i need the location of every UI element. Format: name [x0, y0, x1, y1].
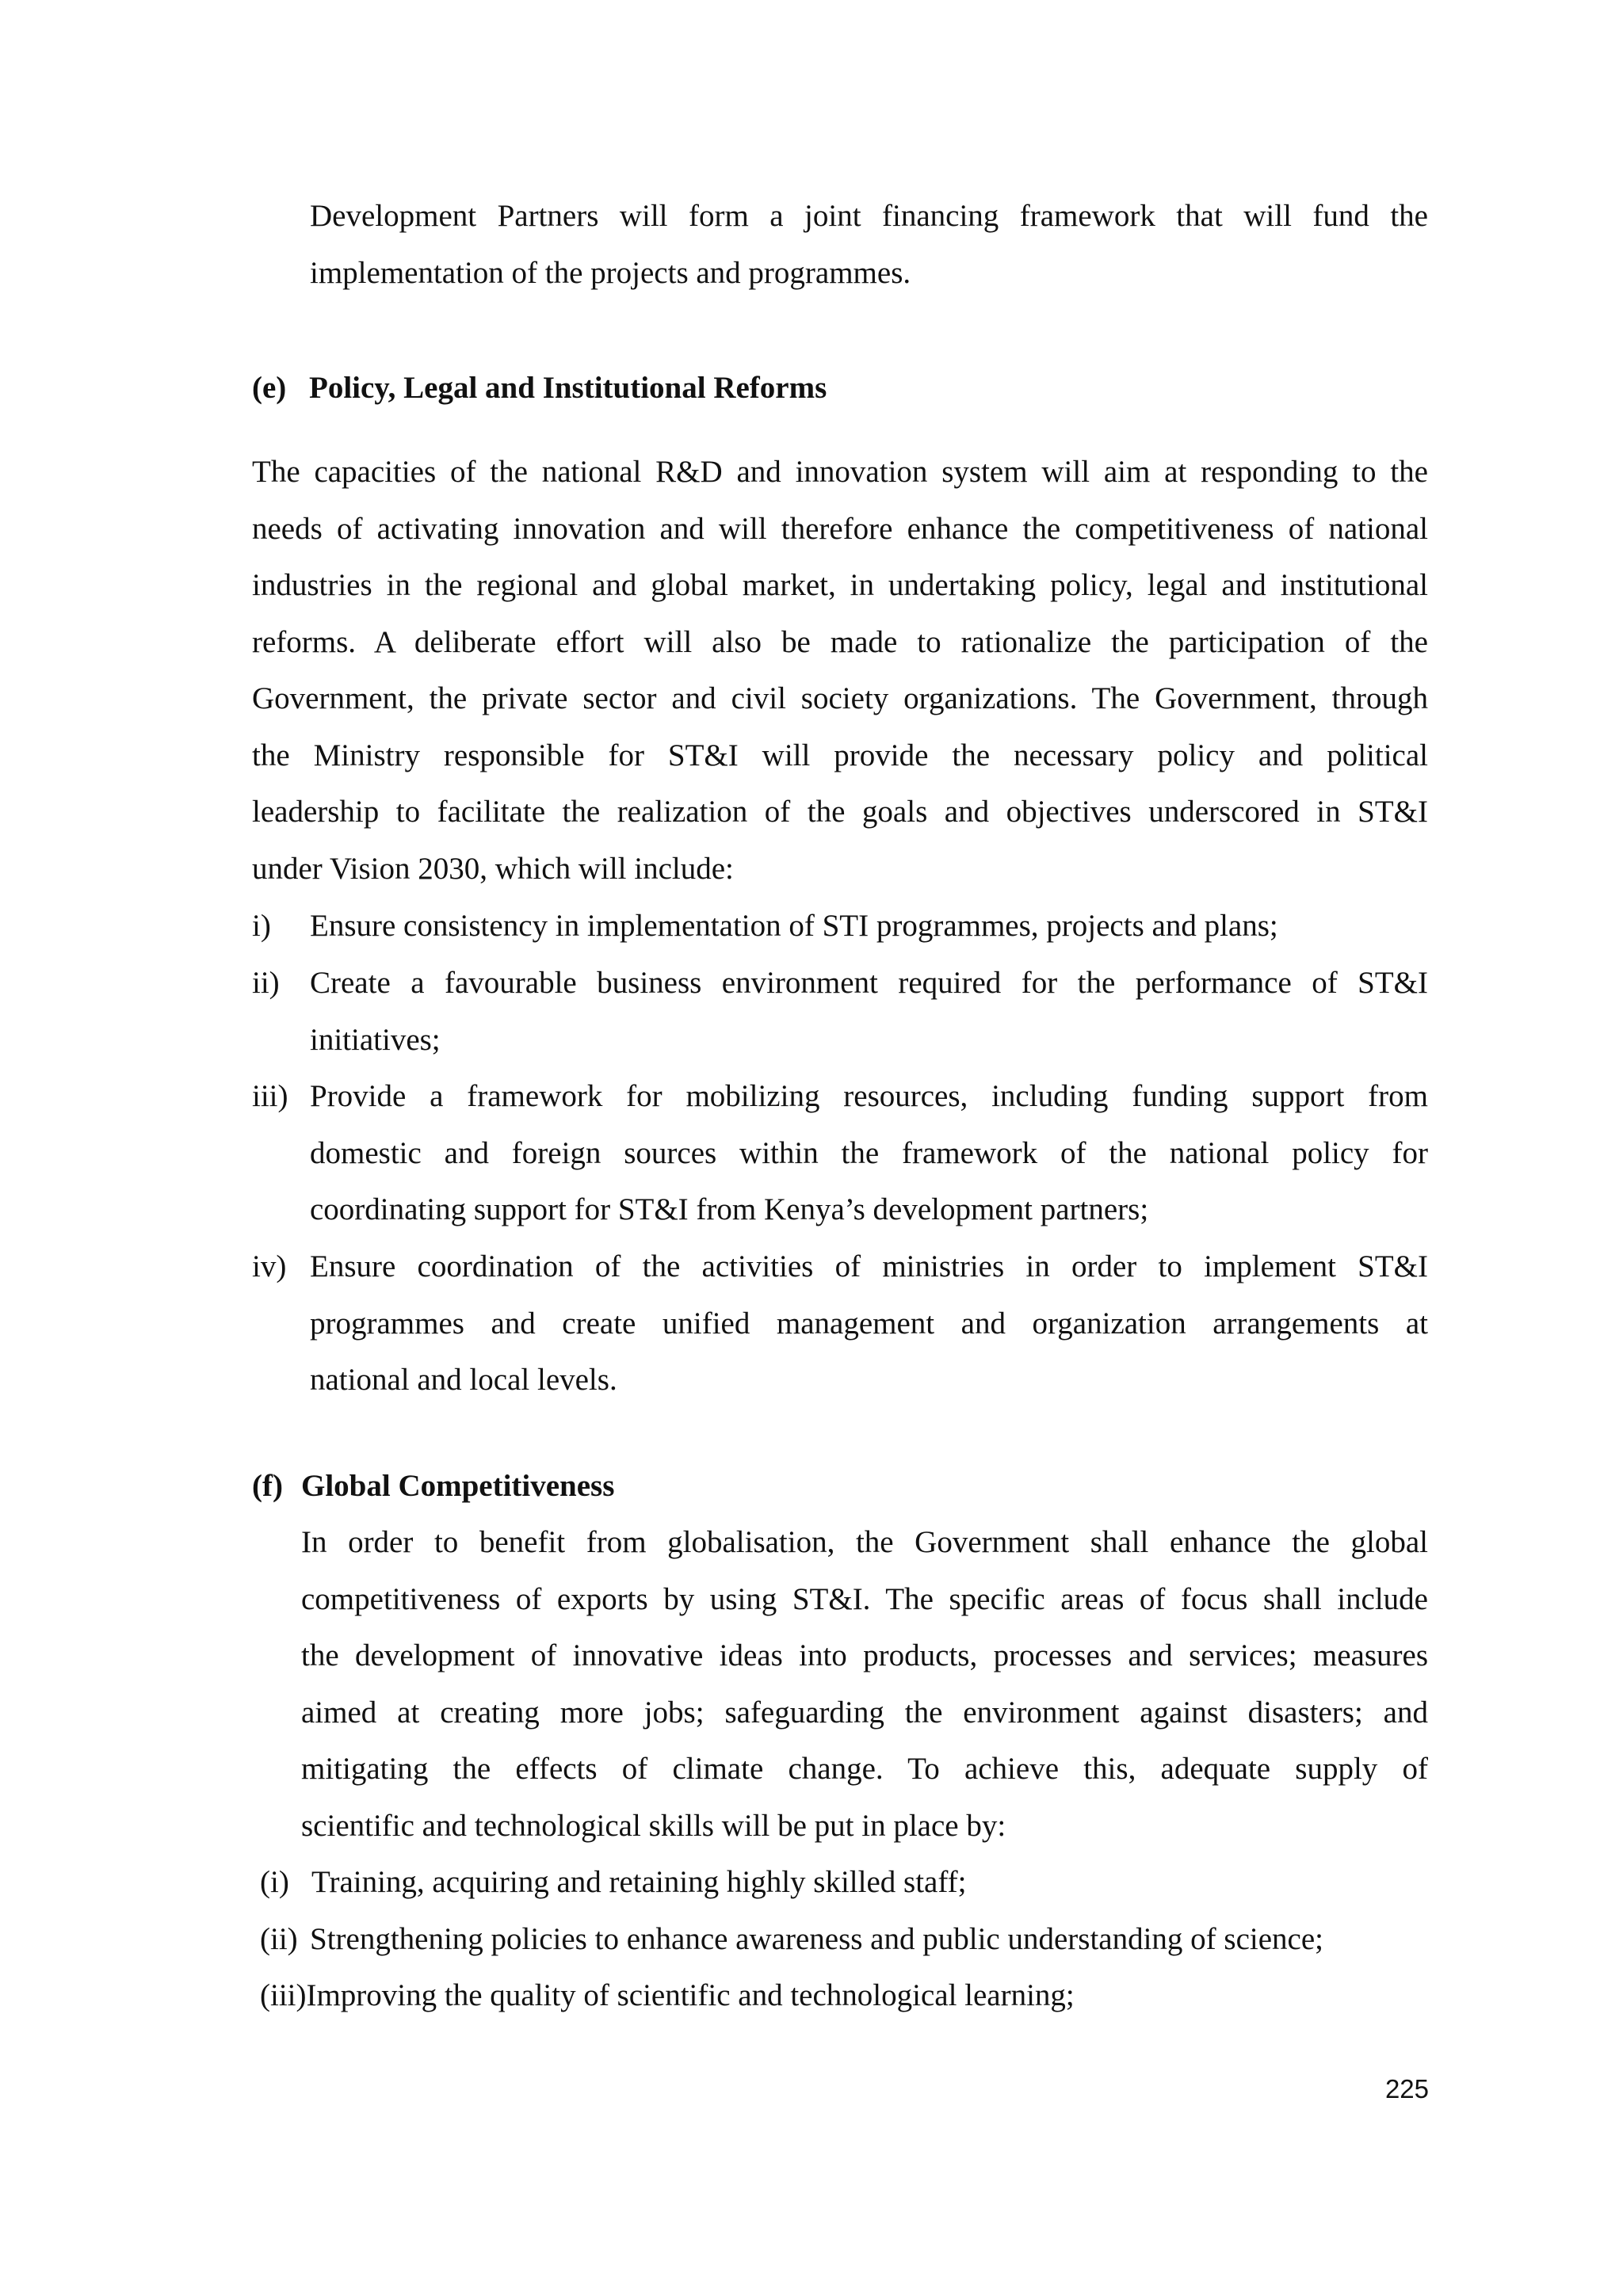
list-item-number: (i)	[260, 1865, 289, 1899]
page-number: 225	[1384, 2074, 1429, 2103]
list-item-text: Strengthening policies to enhance awareness and public understanding of science;	[310, 1922, 1324, 1956]
list-item-line: national and local levels.	[310, 1363, 617, 1397]
list-item-number: ii)	[252, 966, 280, 1000]
list-item	[252, 1238, 1428, 1409]
section-e-heading	[252, 360, 827, 416]
list-item-line: coordinating support for ST&I from Kenya’s development partners;	[310, 1192, 1149, 1226]
section-f-title: Global Competitiveness	[301, 1469, 615, 1503]
list-item-number: iii)	[252, 1079, 288, 1113]
section-f-heading	[252, 1458, 614, 1514]
paragraph-line: scientific and technological skills will be put in place by:	[301, 1808, 1006, 1843]
paragraph-line: the development of innovative ideas into products, processes and services; measures	[301, 1638, 1428, 1672]
paragraph-line: aimed at creating more jobs; safeguarding the environment against disasters; and	[301, 1695, 1428, 1730]
paragraph-line: competitiveness of exports by using ST&I. The specific areas of focus shall include	[301, 1581, 1428, 1616]
list-item	[252, 1068, 1428, 1238]
section-f-paragraph	[301, 1514, 1428, 1854]
paragraph-line: mitigating the effects of climate change. To achieve this, adequate supply of	[301, 1752, 1428, 1786]
section-e-title: Policy, Legal and Institutional Reforms	[309, 371, 827, 405]
section-f-marker: (f)	[252, 1469, 283, 1503]
paragraph-line: Government, the private sector and civil society organizations. The Government, through	[252, 681, 1428, 715]
paragraph-line: leadership to facilitate the realization of the goals and objectives underscored in ST&I	[252, 795, 1428, 829]
section-e-marker: (e)	[252, 371, 287, 405]
paragraph-line: industries in the regional and global market, in undertaking policy, legal and institutional	[252, 568, 1428, 602]
list-item-text: Training, acquiring and retaining highly skilled staff;	[311, 1865, 967, 1899]
list-item-line: initiatives;	[310, 1022, 441, 1057]
list-item-line: Provide a framework for mobilizing resources, including funding support from	[310, 1079, 1428, 1113]
paragraph-line: needs of activating innovation and will therefore enhance the competitiveness of national	[252, 511, 1428, 546]
list-item	[252, 955, 1428, 1068]
paragraph-line: the Ministry responsible for ST&I will provide the necessary policy and political	[252, 738, 1428, 772]
list-item-number: (iii)	[260, 1978, 307, 2012]
paragraph-line: under Vision 2030, which will include:	[252, 851, 734, 886]
list-item-number: iv)	[252, 1249, 287, 1283]
list-item	[260, 1911, 1323, 1968]
list-item-number: i)	[252, 909, 271, 943]
list-item-number: (ii)	[260, 1922, 298, 1956]
list-item	[252, 898, 1428, 955]
list-item-line: Create a favourable business environment required for the performance of ST&I	[310, 966, 1428, 1000]
paragraph-line: reforms. A deliberate effort will also be made to rationalize the participation of the	[252, 624, 1428, 659]
list-item	[260, 1854, 966, 1911]
list-item-line: domestic and foreign sources within the framework of the national policy for	[310, 1135, 1428, 1170]
paragraph-line: The capacities of the national R&D and innovation system will aim at responding to the	[252, 455, 1428, 489]
section-e-paragraph	[252, 444, 1428, 897]
intro-line: implementation of the projects and programmes.	[310, 255, 911, 290]
intro-line: Development Partners will form a joint financing framework that will fund the	[310, 199, 1428, 233]
list-item-text: Improving the quality of scientific and technological learning;	[306, 1978, 1075, 2012]
paragraph-line: In order to benefit from globalisation, the Government shall enhance the global	[301, 1525, 1428, 1559]
list-item	[260, 1967, 1075, 2024]
list-item-line: Ensure consistency in implementation of STI programmes, projects and plans;	[310, 909, 1278, 943]
list-item-line: programmes and create unified management and organization arrangements at	[310, 1306, 1428, 1341]
list-item-line: Ensure coordination of the activities of ministries in order to implement ST&I	[310, 1249, 1428, 1283]
intro-paragraph	[310, 188, 1428, 301]
